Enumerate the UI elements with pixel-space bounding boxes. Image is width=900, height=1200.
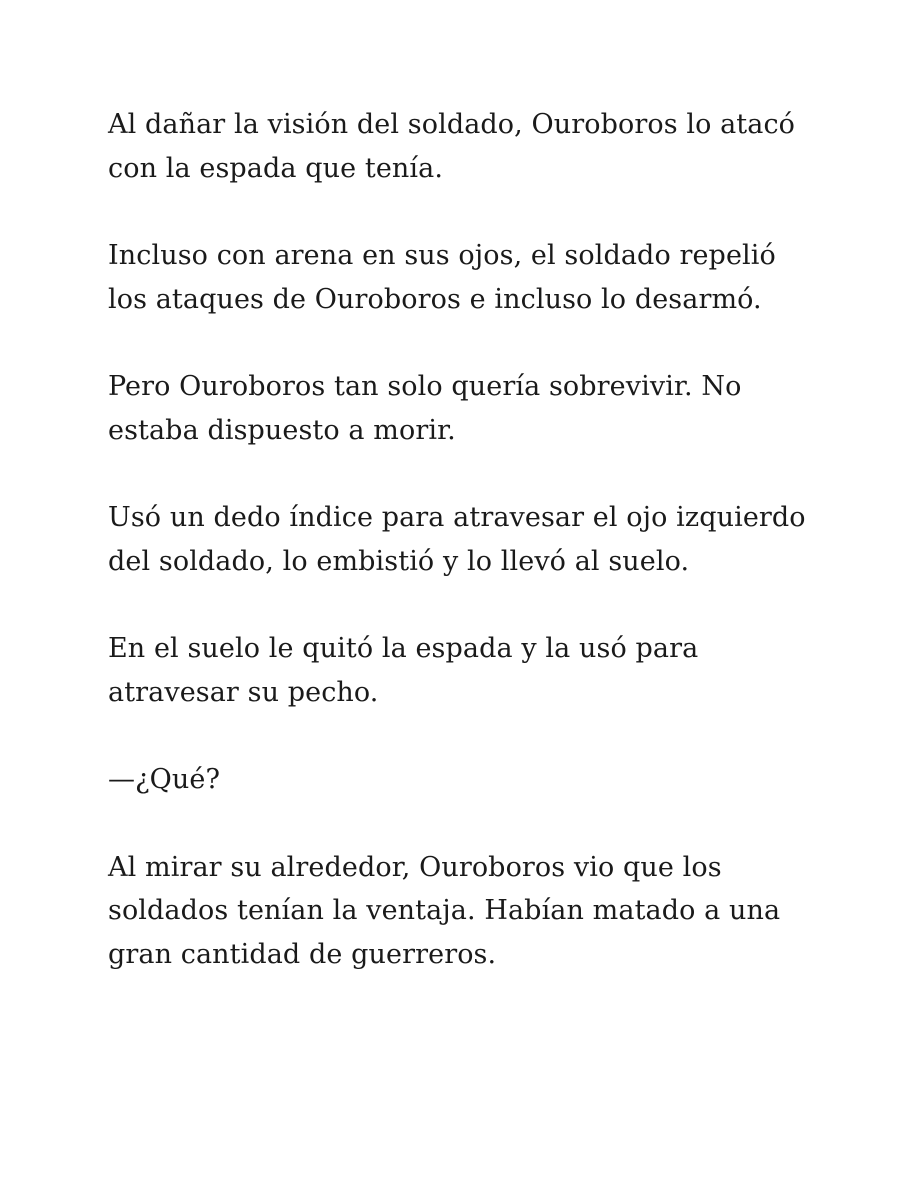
paragraph-7: Al mirar su alrededor, Ouroboros vio que los soldados tenían la ventaja. Habían matado a una gran cantidad de guerreros.: [108, 851, 781, 970]
paragraph-2: Incluso con arena en sus ojos, el soldado repelió los ataques de Ouroboros e incluso lo desarmó.: [108, 240, 776, 315]
paragraph-5: En el suelo le quitó la espada y la usó para atravesar su pecho.: [108, 633, 699, 708]
paragraph-6: —¿Qué?: [108, 764, 221, 795]
paragraph-1: Al dañar la visión del soldado, Ouroboros lo atacó con la espada que tenía.: [108, 109, 796, 184]
paragraph-4: Usó un dedo índice para atravesar el ojo izquierdo del soldado, lo embistió y lo llevó al suelo.: [108, 502, 806, 577]
story-text: [108, 103, 808, 1020]
paragraph-3: Pero Ouroboros tan solo quería sobrevivir. No estaba dispuesto a morir.: [108, 371, 742, 446]
